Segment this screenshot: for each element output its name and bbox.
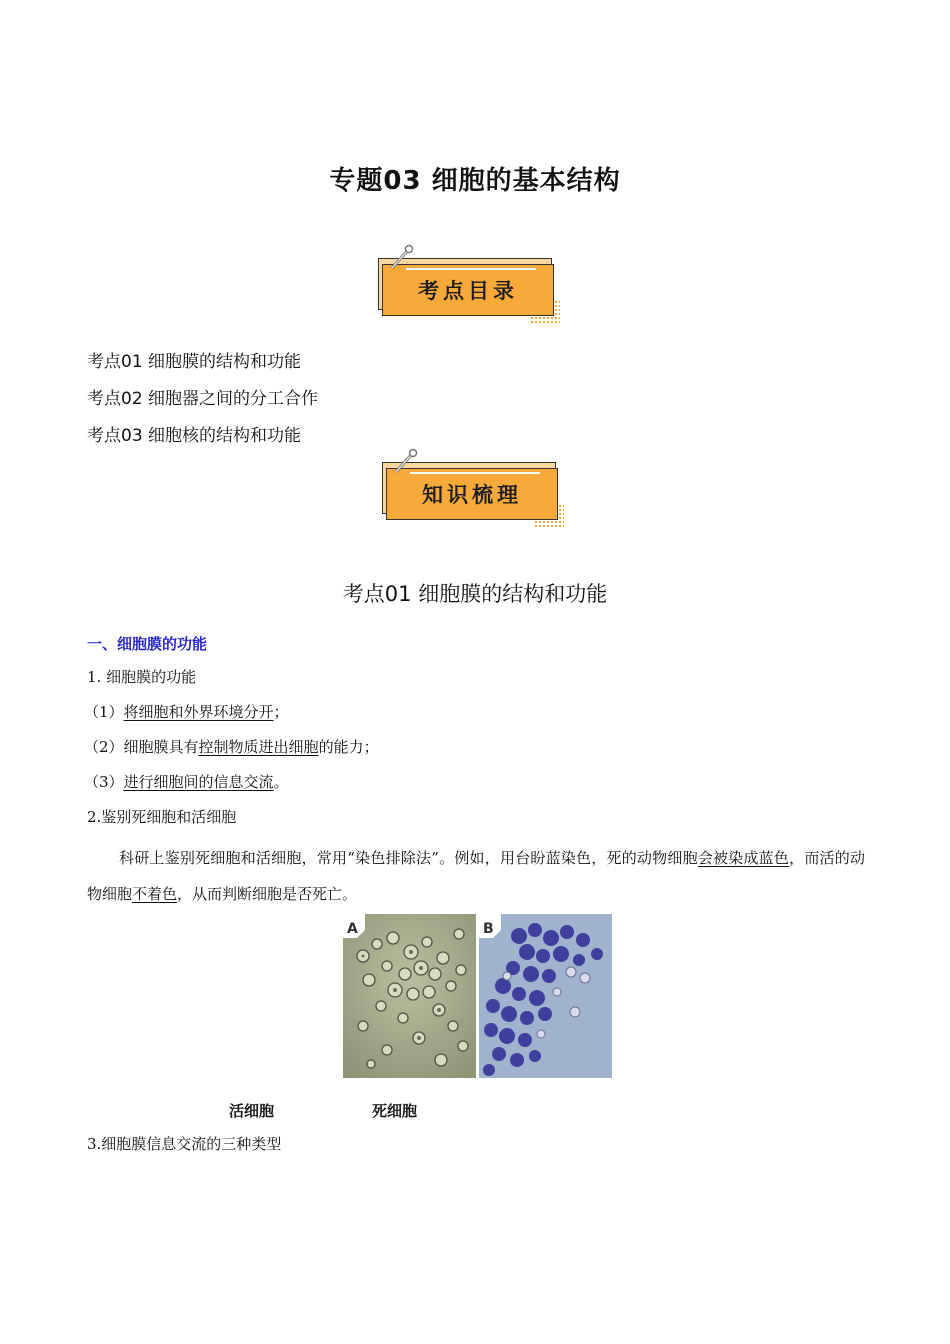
toc-item-2[interactable]: 考点02 细胞器之间的分工合作 bbox=[87, 389, 319, 409]
knowledge-banner bbox=[382, 458, 572, 538]
toc-banner bbox=[378, 254, 568, 334]
pushpin-icon bbox=[390, 448, 420, 478]
stain-paragraph: 科研上鉴别死细胞和活细胞，常用“染色排除法”。例如，用台盼蓝染色，死的动物细胞会被染成蓝色，而活的动物细胞不着色，从而判断细胞是否死亡。 bbox=[87, 849, 865, 903]
section-title: 考点01 细胞膜的结构和功能 bbox=[342, 582, 608, 606]
live-cells-photo bbox=[343, 914, 476, 1078]
page-title: 专题03 细胞的基本结构 bbox=[329, 166, 621, 196]
banner-highlight-line bbox=[410, 472, 540, 474]
photo-label-b: B bbox=[483, 921, 494, 937]
photo-label-a: A bbox=[347, 921, 358, 937]
section-heading: 一、细胞膜的功能 bbox=[87, 635, 208, 653]
pushpin-icon bbox=[386, 244, 416, 274]
item-3: 3.细胞膜信息交流的三种类型 bbox=[87, 1135, 282, 1153]
function-1: （1）将细胞和外界环境分开； bbox=[84, 703, 289, 721]
banner-label: 知识梳理 bbox=[386, 468, 558, 520]
banner-highlight-line bbox=[406, 268, 536, 270]
banner-label: 考点目录 bbox=[382, 264, 554, 316]
toc-item-1[interactable]: 考点01 细胞膜的结构和功能 bbox=[87, 352, 302, 372]
caption-live: 活细胞 bbox=[229, 1102, 275, 1120]
caption-dead: 死细胞 bbox=[372, 1102, 418, 1120]
dead-cells-photo bbox=[479, 914, 612, 1078]
item-1: 1. 细胞膜的功能 bbox=[87, 668, 197, 686]
function-3: （3）进行细胞间的信息交流。 bbox=[84, 773, 289, 791]
function-2: （2）细胞膜具有控制物质进出细胞的能力； bbox=[84, 738, 379, 756]
toc-item-3[interactable]: 考点03 细胞核的结构和功能 bbox=[87, 426, 302, 446]
item-2: 2.鉴别死细胞和活细胞 bbox=[87, 808, 237, 826]
